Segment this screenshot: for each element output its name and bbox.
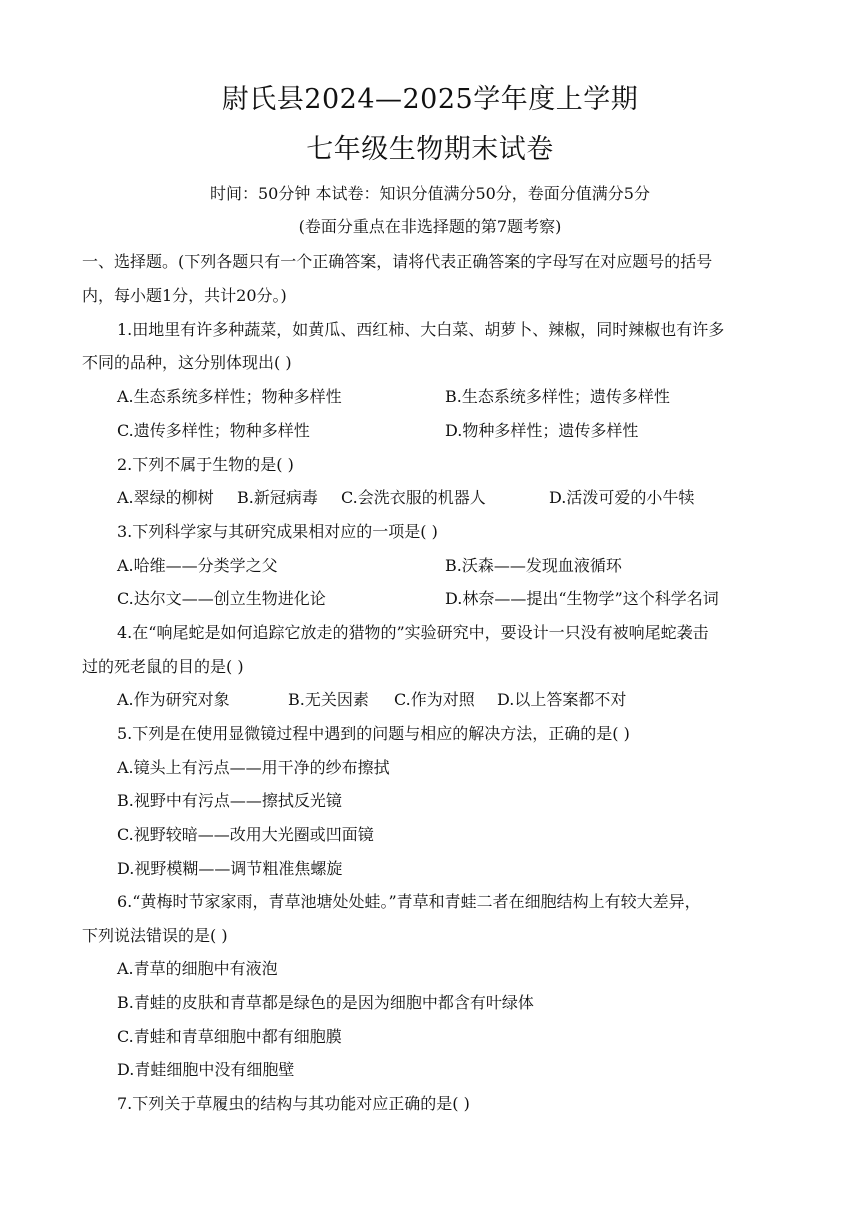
question-2-stem: 2.下列不属于生物的是( ) [117, 455, 294, 474]
question-4-stem-line2: 过的死老鼠的目的是( ) [82, 657, 244, 676]
question-1-option-c: C.遗传多样性；物种多样性 [117, 421, 310, 440]
question-2-option-b: B.新冠病毒 [237, 488, 318, 507]
question-4-option-d: D.以上答案都不对 [497, 690, 627, 709]
question-1-stem-line2: 不同的品种，这分别体现出( ) [82, 353, 292, 372]
question-4-option-a: A.作为研究对象 [117, 690, 230, 709]
question-5-option-b: B.视野中有污点——擦拭反光镜 [117, 791, 342, 810]
question-3-option-c: C.达尔文——创立生物进化论 [117, 589, 326, 608]
question-1-option-d: D.物种多样性；遗传多样性 [445, 421, 639, 440]
question-6-option-c: C.青蛙和青草细胞中都有细胞膜 [117, 1027, 342, 1046]
exam-info: 时间：50分钟 本试卷：知识分值满分50分，卷面分值满分5分 [210, 184, 650, 203]
question-6-option-d: D.青蛙细胞中没有细胞壁 [117, 1060, 295, 1079]
question-7-stem: 7.下列关于草履虫的结构与其功能对应正确的是( ) [117, 1094, 470, 1113]
section-heading-line2: 内，每小题1分，共计20分。) [82, 286, 287, 305]
question-6-option-b: B.青蛙的皮肤和青草都是绿色的是因为细胞中都含有叶绿体 [117, 993, 534, 1012]
question-5-option-a: A.镜头上有污点——用干净的纱布擦拭 [117, 758, 390, 777]
question-3-option-d: D.林奈——提出“生物学”这个科学名词 [445, 589, 719, 608]
question-6-option-a: A.青草的细胞中有液泡 [117, 959, 278, 978]
question-1-option-b: B.生态系统多样性；遗传多样性 [445, 387, 670, 406]
question-1-option-a: A.生态系统多样性；物种多样性 [117, 387, 342, 406]
question-1-stem-line1: 1.田地里有许多种蔬菜，如黄瓜、西红柿、大白菜、胡萝卜、辣椒，同时辣椒也有许多 [117, 320, 725, 339]
question-2-option-c: C.会洗衣服的机器人 [341, 488, 486, 507]
question-6-stem-line1: 6.“黄梅时节家家雨，青草池塘处处蛙。”青草和青蛙二者在细胞结构上有较大差异， [117, 892, 701, 911]
question-5-option-d: D.视野模糊——调节粗准焦螺旋 [117, 859, 343, 878]
question-4-option-c: C.作为对照 [394, 690, 475, 709]
question-6-stem-line2: 下列说法错误的是( ) [82, 926, 228, 945]
question-5-stem: 5.下列是在使用显微镜过程中遇到的问题与相应的解决方法，正确的是( ) [117, 724, 630, 743]
question-4-stem-line1: 4.在“响尾蛇是如何追踪它放走的猎物的”实验研究中，要设计一只没有被响尾蛇袭击 [117, 623, 709, 642]
exam-subtitle: 七年级生物期末试卷 [306, 134, 554, 165]
question-4-option-b: B.无关因素 [288, 690, 369, 709]
question-2-option-d: D.活泼可爱的小牛犊 [549, 488, 695, 507]
question-3-option-a: A.哈维——分类学之父 [117, 556, 278, 575]
question-5-option-c: C.视野较暗——改用大光圈或凹面镜 [117, 825, 374, 844]
question-3-option-b: B.沃森——发现血液循环 [445, 556, 622, 575]
question-2-option-a: A.翠绿的柳树 [117, 488, 214, 507]
exam-title: 尉氏县2024—2025学年度上学期 [221, 84, 639, 115]
section-heading-line1: 一、选择题。(下列各题只有一个正确答案，请将代表正确答案的字母写在对应题号的括号 [82, 252, 713, 271]
question-3-stem: 3.下列科学家与其研究成果相对应的一项是( ) [117, 522, 438, 541]
exam-note: (卷面分重点在非选择题的第7题考察) [298, 217, 562, 236]
